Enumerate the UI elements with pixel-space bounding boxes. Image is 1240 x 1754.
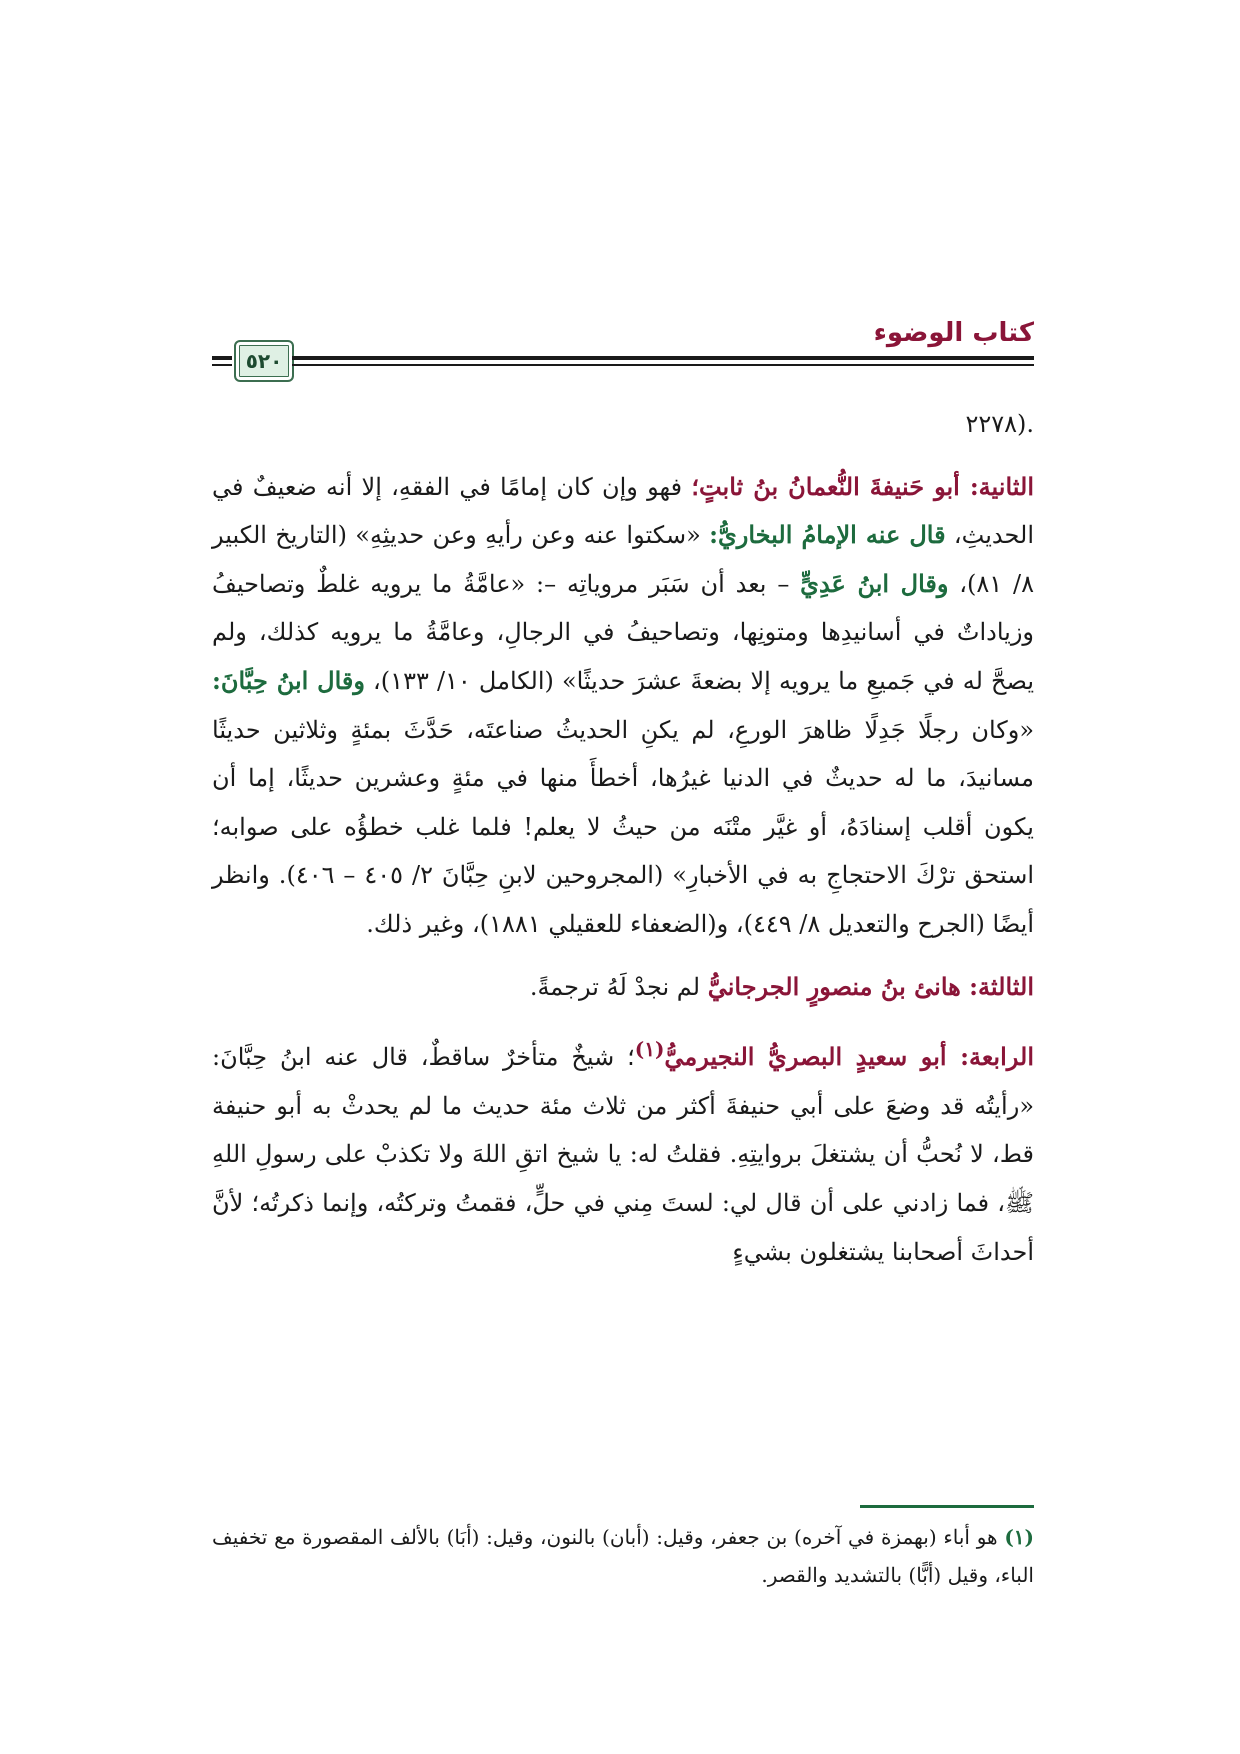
- text-segment: ؛ شيخٌ متأخرٌ ساقطٌ، قال عنه ابنُ حِبَّانَ: «رأيتُه قد وضعَ على أبي حنيفةَ أكثر من ثلاث مئة حديث ما لم يحدثْ به أبو حنيفة قط، لا نُحبُّ أن يشتغلَ بروايتِهِ. فقلتُ له: يا شيخ اتقِ اللهَ ولا تكذبْ على رسولِ اللهِ ﷺ، فما زادني على أن قال لي: لستَ مِني في حلٍّ، فقمتُ وتركتُه، وإنما ذكرتُه؛ لأنَّ أحداثَ أصحابنا يشتغلون بشيءٍ: [212, 1043, 1034, 1266]
- label-third: الثالثة: هانئ بنُ منصورٍ الجرجانيُّ: [707, 971, 1034, 1001]
- footnote-text: هو أباء (بهمزة في آخره) بن جعفر، وقيل: (أبان) بالنون، وقيل: (أبَا) بالألف المقصورة مع تخفيف الباء، وقيل (أبًّا) بالتشديد والقصر.: [212, 1525, 1034, 1587]
- paragraph-third: [212, 963, 1034, 1012]
- footnote-reference[interactable]: (١): [634, 1037, 665, 1062]
- text-segment: «وكان رجلًا جَدِلًا ظاهرَ الورعِ، لم يكنِ الحديثُ صناعتَه، حَدَّثَ بمئةٍ وثلاثين حديثًا مسانيدَ، ما له حديثٌ في الدنيا غيرُها، أخطأَ منها في مئةٍ وعشرين حديثًا، إما أن يكون أقلب إسنادَهُ، أو غيَّر متْنَه من حيثُ لا يعلم! فلما غلب خطؤُه على صوابه؛ استحق ترْكَ الاحتجاجِ به في الأخبارِ» (المجروحين لابنِ حِبَّانَ ٢/ ٤٠٥ – ٤٠٦). وانظر أيضًا (الجرح والتعديل ٨/ ٤٤٩)، و(الضعفاء للعقيلي ١٨٨١)، وغير ذلك.: [212, 715, 1035, 938]
- footnote: [212, 1518, 1034, 1594]
- label-ibn-adi: وقال ابنُ عَدِيٍّ: [800, 568, 949, 598]
- text-segment: لم نجدْ لَهُ ترجمةً.: [529, 972, 708, 1001]
- header-rule-thin: [292, 364, 1034, 366]
- text-segment: – بعد أن سَبَر مروياتِه –: «عامَّةُ ما يرويه غلطٌ وتصاحيفُ وزياداتٌ في أسانيدِها ومتونِها، وتصاحيفُ في الرجالِ، وعامَّةُ ما يرويه كذلك، ولم يصحَّ له في جَميعِ ما يرويه إلا بضعةَ عشرَ حديثًا» (الكامل ١٠/ ١٣٣)،: [212, 569, 1035, 695]
- continuation-line: .(٢٢٧٨: [965, 410, 1034, 438]
- footnote-marker: (١): [1004, 1525, 1034, 1549]
- book-title: كتاب الوضوء: [873, 318, 1034, 348]
- page-header: [212, 318, 1034, 390]
- paragraph-fourth: [212, 1025, 1034, 1276]
- paragraph-second: [212, 463, 1034, 949]
- label-bukhari: قال عنه الإمامُ البخاريُّ:: [709, 520, 946, 550]
- header-rule: [292, 356, 1034, 360]
- footnote-separator: [860, 1505, 1034, 1508]
- text-segment: «سكتوا عنه وعن رأيهِ وعن حديثِهِ» (التاريخ الكبير ٨/ ٨١)،: [212, 521, 1035, 598]
- label-fourth: الرابعة: أبو سعيدٍ البصريُّ النجيرميُّ: [664, 1042, 1034, 1072]
- main-text: [212, 400, 1034, 1276]
- label-ibn-hibban: وقال ابنُ حِبَّانَ:: [212, 665, 365, 695]
- page-number-badge: [234, 340, 294, 382]
- page-number: ٥٢٠: [245, 349, 283, 373]
- header-rule-left-thin: [212, 364, 232, 366]
- label-second: الثانية: أبو حَنيفةَ النُّعمانُ بنُ ثابتٍ؛: [691, 471, 1034, 501]
- header-rule-left: [212, 356, 232, 360]
- text-segment: فهو وإن كان إمامًا في الفقهِ، إلا أنه ضعيفٌ في الحديثِ،: [212, 472, 1034, 550]
